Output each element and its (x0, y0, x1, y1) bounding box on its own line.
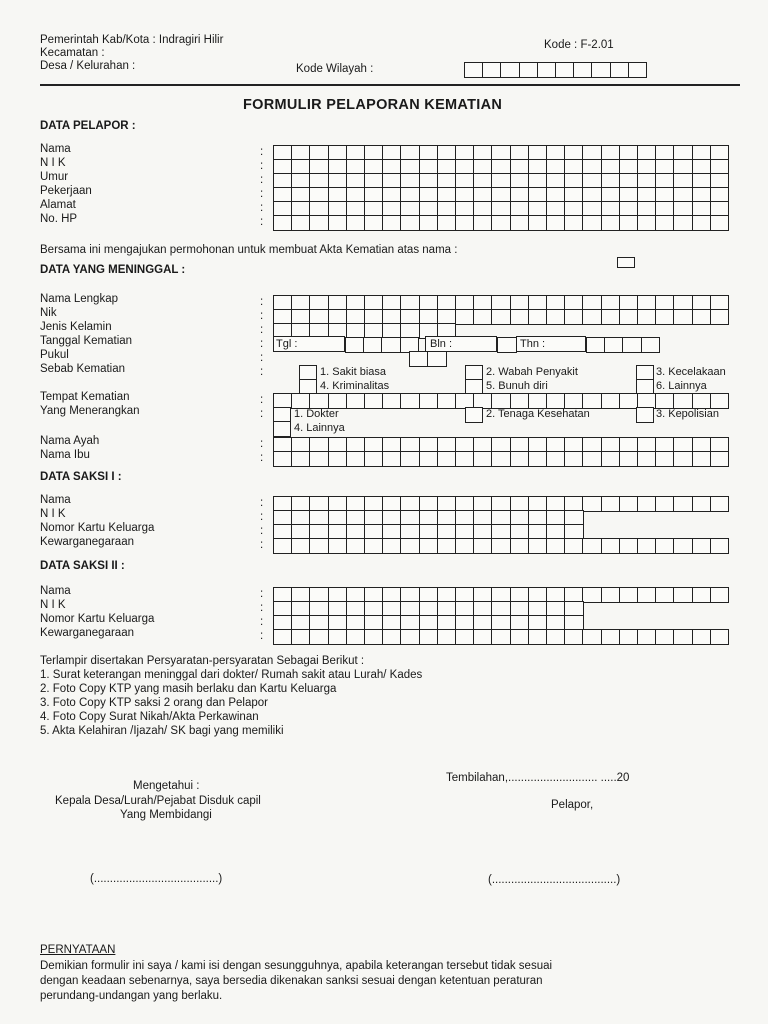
input-box-cell[interactable] (673, 538, 693, 554)
saksi1-field-label: Kewarganegaraan (40, 536, 134, 548)
meninggal-field-label: Yang Menerangkan (40, 405, 140, 417)
input-box-cell[interactable] (364, 629, 384, 645)
input-box-cell[interactable] (309, 451, 329, 467)
colon-separator: : (260, 588, 264, 600)
input-box-cell[interactable] (601, 496, 621, 512)
colon-separator: : (260, 616, 264, 628)
input-box-cell[interactable] (601, 215, 621, 231)
input-box-cell[interactable] (673, 215, 693, 231)
input-box-cell[interactable] (573, 62, 593, 78)
input-box-cell[interactable] (692, 215, 712, 231)
input-box-cell[interactable] (437, 538, 457, 554)
input-box-cell[interactable] (291, 451, 311, 467)
input-box-cell[interactable] (510, 451, 530, 467)
input-box-cell[interactable] (537, 62, 557, 78)
colon-separator: : (260, 296, 264, 308)
input-box-cell[interactable] (364, 215, 384, 231)
input-box-cell[interactable] (419, 451, 439, 467)
pelapor-field-label: Pekerjaan (40, 185, 92, 197)
input-box-cell[interactable] (427, 351, 447, 367)
input-box-cell[interactable] (291, 538, 311, 554)
input-box-cell[interactable] (491, 451, 511, 467)
input-box-cell[interactable] (473, 629, 493, 645)
pelapor-field-label: Alamat (40, 199, 76, 211)
input-box-cell[interactable] (637, 451, 657, 467)
input-box-cell[interactable] (273, 538, 293, 554)
saksi2-field-label: Nama (40, 585, 71, 597)
input-box-cell[interactable] (655, 451, 675, 467)
input-box-cell[interactable] (582, 451, 602, 467)
input-box-cell[interactable] (619, 451, 639, 467)
input-box-cell[interactable] (309, 538, 329, 554)
colon-separator: : (260, 188, 264, 200)
input-box-cell[interactable] (619, 538, 639, 554)
lampiran-intro: Terlampir disertakan Persyaratan-persyaratan Sebagai Berikut : (40, 655, 365, 667)
option-label: 5. Bunuh diri (486, 380, 548, 392)
option-label: Tgl : (276, 338, 298, 350)
bln-digit-boxes[interactable] (497, 337, 515, 353)
input-box-cell[interactable] (655, 496, 675, 512)
colon-separator: : (260, 539, 264, 551)
input-box-cell[interactable] (497, 337, 517, 353)
input-box-cell[interactable] (273, 451, 293, 467)
input-box-cell[interactable] (328, 451, 348, 467)
input-box-cell[interactable] (637, 496, 657, 512)
input-box-cell[interactable] (546, 538, 566, 554)
input-box-cell[interactable] (328, 629, 348, 645)
kecamatan-label: Kecamatan : (40, 47, 105, 59)
pelapor-input-boxes[interactable] (273, 215, 728, 231)
input-box-cell[interactable] (710, 496, 730, 512)
input-box-cell[interactable] (692, 629, 712, 645)
input-box-cell[interactable] (582, 496, 602, 512)
input-box-cell[interactable] (455, 538, 475, 554)
request-box[interactable] (617, 257, 635, 268)
input-box-cell[interactable] (604, 337, 624, 353)
input-box-cell[interactable] (655, 215, 675, 231)
input-box-cell[interactable] (382, 451, 402, 467)
input-box-cell[interactable] (601, 629, 621, 645)
input-box-cell[interactable] (464, 62, 484, 78)
input-box-cell[interactable] (710, 587, 730, 603)
input-box-cell[interactable] (491, 215, 511, 231)
input-box-cell[interactable] (619, 587, 639, 603)
input-box-cell[interactable] (473, 215, 493, 231)
option-label: 1. Dokter (294, 408, 339, 420)
input-box-cell[interactable] (419, 215, 439, 231)
thn-digit-boxes[interactable] (586, 337, 659, 353)
input-box-cell[interactable] (637, 538, 657, 554)
input-box-cell[interactable] (455, 451, 475, 467)
saksi1-field-label: Nomor Kartu Keluarga (40, 522, 155, 534)
input-box-cell[interactable] (601, 538, 621, 554)
membidangi-label: Yang Membidangi (120, 809, 212, 821)
pelapor-field-label: No. HP (40, 213, 78, 225)
input-box-cell[interactable] (619, 215, 639, 231)
lampiran-item: 2. Foto Copy KTP yang masih berlaku dan Kartu Keluarga (40, 683, 337, 695)
input-box-cell[interactable] (309, 629, 329, 645)
pukul-boxes[interactable] (409, 351, 445, 367)
meninggal-field-label: Nama Ayah (40, 435, 100, 447)
desa-label: Desa / Kelurahan : (40, 60, 136, 72)
lampiran-item: 5. Akta Kelahiran /Ijazah/ SK bagi yang memiliki (40, 725, 284, 737)
saksi2-field-label: Nomor Kartu Keluarga (40, 613, 155, 625)
input-box-cell[interactable] (328, 215, 348, 231)
input-box-cell[interactable] (491, 538, 511, 554)
meninggal-field-label: Pukul (40, 349, 69, 361)
input-box-cell[interactable] (510, 393, 530, 409)
request-text: Bersama ini mengajukan permohonan untuk membuat Akta Kematian atas nama : (40, 244, 458, 256)
saksi1-field-label: Nama (40, 494, 71, 506)
form-code: Kode : F-2.01 (544, 39, 614, 51)
lampiran-item: 1. Surat keterangan meninggal dari dokter/ Rumah sakit atau Lurah/ Kades (40, 669, 423, 681)
input-box-cell[interactable] (655, 587, 675, 603)
colon-separator: : (260, 511, 264, 523)
input-box-cell[interactable] (510, 538, 530, 554)
input-box-cell[interactable] (564, 538, 584, 554)
meninggal-field-label: Tanggal Kematian (40, 335, 133, 347)
place-date: Tembilahan,............................ .....20 (446, 772, 630, 784)
input-box-cell[interactable] (546, 309, 566, 325)
tgl-digit-boxes[interactable] (345, 337, 418, 353)
input-box-cell[interactable] (692, 587, 712, 603)
input-box-cell[interactable] (519, 62, 539, 78)
option-label: 3. Kepolisian (656, 408, 719, 420)
saksi1-field-label: N I K (40, 508, 66, 520)
input-box-cell[interactable] (601, 451, 621, 467)
colon-separator: : (260, 338, 264, 350)
input-box-cell[interactable] (710, 629, 730, 645)
menerangkan-checkbox[interactable] (636, 407, 654, 423)
option-label: 4. Kriminalitas (320, 380, 390, 392)
input-box-cell[interactable] (601, 393, 621, 409)
input-box-cell[interactable] (586, 337, 606, 353)
input-box-cell[interactable] (273, 215, 293, 231)
input-box-cell[interactable] (692, 538, 712, 554)
pelapor-field-label: Umur (40, 171, 69, 183)
input-box-cell[interactable] (610, 62, 630, 78)
input-box-cell[interactable] (510, 215, 530, 231)
input-box-cell[interactable] (655, 629, 675, 645)
input-box-cell[interactable] (455, 215, 475, 231)
header-divider (40, 84, 740, 86)
section-pelapor-heading: DATA PELAPOR : (40, 120, 136, 132)
input-box-cell[interactable] (382, 215, 402, 231)
input-box-cell[interactable] (528, 538, 548, 554)
input-box-cell[interactable] (528, 309, 548, 325)
colon-separator: : (260, 497, 264, 509)
input-box-cell[interactable] (400, 393, 420, 409)
input-box-cell[interactable] (364, 451, 384, 467)
input-box-cell[interactable] (346, 629, 366, 645)
kepala-desa-label: Kepala Desa/Lurah/Pejabat Disduk capil (55, 795, 261, 807)
input-box-cell[interactable] (655, 309, 675, 325)
input-box-cell[interactable] (309, 215, 329, 231)
input-box-cell[interactable] (601, 587, 621, 603)
input-box-cell[interactable] (491, 629, 511, 645)
input-box-cell[interactable] (673, 496, 693, 512)
input-box-cell[interactable] (564, 393, 584, 409)
input-box-cell[interactable] (437, 393, 457, 409)
input-box-cell[interactable] (673, 451, 693, 467)
input-box-cell[interactable] (546, 215, 566, 231)
option-label: 2. Tenaga Kesehatan (486, 408, 590, 420)
input-box-cell[interactable] (346, 215, 366, 231)
input-box-cell[interactable] (382, 629, 402, 645)
meninggal-field-label: Tempat Kematian (40, 391, 130, 403)
pelapor-sign-label: Pelapor, (551, 799, 594, 811)
input-box-cell[interactable] (419, 629, 439, 645)
pemerintah-label: Pemerintah Kab/Kota : Indragiri Hilir (40, 34, 224, 46)
input-box-cell[interactable] (564, 451, 584, 467)
input-box-cell[interactable] (637, 215, 657, 231)
input-box-cell[interactable] (564, 215, 584, 231)
meninggal-field-label: Nama Ibu (40, 449, 90, 461)
input-box-cell[interactable] (328, 538, 348, 554)
input-box-cell[interactable] (641, 337, 661, 353)
pernyataan-text: perundang-undangan yang berlaku. (40, 990, 223, 1002)
input-box-cell[interactable] (510, 629, 530, 645)
input-box-cell[interactable] (455, 629, 475, 645)
input-box-cell[interactable] (291, 629, 311, 645)
input-box-cell[interactable] (564, 629, 584, 645)
input-box-cell[interactable] (619, 496, 639, 512)
option-label: 3. Kecelakaan (656, 366, 726, 378)
input-box-cell[interactable] (582, 538, 602, 554)
input-box-cell[interactable] (546, 629, 566, 645)
input-box-cell[interactable] (364, 393, 384, 409)
pelapor-field-label: N I K (40, 157, 66, 169)
input-box-cell[interactable] (692, 309, 712, 325)
input-box-cell[interactable] (409, 351, 429, 367)
input-box-cell[interactable] (546, 451, 566, 467)
input-box-cell[interactable] (710, 309, 730, 325)
input-box-cell[interactable] (622, 337, 642, 353)
form-title: FORMULIR PELAPORAN KEMATIAN (243, 97, 503, 113)
input-box-cell[interactable] (381, 337, 401, 353)
input-box-cell[interactable] (309, 393, 329, 409)
input-box-cell[interactable] (291, 393, 311, 409)
colon-separator: : (260, 602, 264, 614)
colon-separator: : (260, 630, 264, 642)
meninggal-field-label: Nama Lengkap (40, 293, 118, 305)
saksi2-input-boxes[interactable] (273, 629, 728, 645)
option-label: 6. Lainnya (656, 380, 707, 392)
meninggal-field-label: Sebab Kematian (40, 363, 126, 375)
colon-separator: : (260, 366, 264, 378)
colon-separator: : (260, 394, 264, 406)
input-box-cell[interactable] (273, 629, 293, 645)
option-label: 2. Wabah Penyakit (486, 366, 578, 378)
lampiran-item: 3. Foto Copy KTP saksi 2 orang dan Pelapor (40, 697, 269, 709)
input-box-cell[interactable] (619, 309, 639, 325)
input-box-cell[interactable] (364, 538, 384, 554)
input-box-cell[interactable] (710, 215, 730, 231)
input-box-cell[interactable] (500, 62, 520, 78)
input-box-cell[interactable] (473, 309, 493, 325)
input-box-cell[interactable] (482, 62, 502, 78)
input-box-cell[interactable] (400, 538, 420, 554)
input-box-cell[interactable] (637, 309, 657, 325)
input-box-cell[interactable] (628, 62, 648, 78)
input-box-cell[interactable] (655, 538, 675, 554)
input-box-cell[interactable] (710, 393, 730, 409)
input-box-cell[interactable] (419, 393, 439, 409)
option-label: Bln : (430, 338, 453, 350)
input-box-cell[interactable] (673, 629, 693, 645)
lampiran-item: 4. Foto Copy Surat Nikah/Akta Perkawinan (40, 711, 259, 723)
section-saksi2-heading: DATA SAKSI II : (40, 560, 125, 572)
colon-separator: : (260, 452, 264, 464)
input-box-cell[interactable] (673, 587, 693, 603)
colon-separator: : (260, 310, 264, 322)
input-box-cell[interactable] (673, 309, 693, 325)
meninggal-field-label: Jenis Kelamin (40, 321, 112, 333)
input-box-cell[interactable] (491, 393, 511, 409)
input-box-cell[interactable] (564, 309, 584, 325)
section-saksi1-heading: DATA SAKSI I : (40, 471, 122, 483)
pernyataan-heading: PERNYATAAN (40, 944, 116, 956)
input-box-cell[interactable] (328, 393, 348, 409)
colon-separator: : (260, 146, 264, 158)
menerangkan-checkbox[interactable] (273, 421, 291, 437)
input-box-cell[interactable] (382, 538, 402, 554)
input-box-cell[interactable] (582, 309, 602, 325)
input-box-cell[interactable] (455, 309, 475, 325)
input-box-cell[interactable] (619, 629, 639, 645)
input-box-cell[interactable] (692, 451, 712, 467)
input-box-cell[interactable] (528, 393, 548, 409)
pelapor-field-label: Nama (40, 143, 71, 155)
input-box-cell[interactable] (710, 538, 730, 554)
input-box-cell[interactable] (582, 629, 602, 645)
input-box-cell[interactable] (437, 215, 457, 231)
input-box-cell[interactable] (673, 393, 693, 409)
colon-separator: : (260, 174, 264, 186)
mengetahui-label: Mengetahui : (133, 780, 200, 792)
section-meninggal-heading: DATA YANG MENINGGAL : (40, 264, 186, 276)
input-box-cell[interactable] (291, 215, 311, 231)
input-box-cell[interactable] (555, 62, 575, 78)
option-label: 1. Sakit biasa (320, 366, 387, 378)
input-box-cell[interactable] (437, 451, 457, 467)
meninggal-field-label: Nik (40, 307, 57, 319)
input-box-cell[interactable] (491, 309, 511, 325)
input-box-cell[interactable] (591, 62, 611, 78)
input-box-cell[interactable] (637, 587, 657, 603)
tempat-kematian-boxes[interactable] (273, 393, 728, 409)
input-box-cell[interactable] (363, 337, 383, 353)
input-box-cell[interactable] (400, 215, 420, 231)
input-box-cell[interactable] (692, 496, 712, 512)
menerangkan-checkbox[interactable] (465, 407, 483, 423)
option-label: 4. Lainnya (294, 422, 345, 434)
saksi1-input-boxes[interactable] (273, 538, 728, 554)
nama-ibu-boxes[interactable] (273, 451, 728, 467)
input-box-cell[interactable] (346, 393, 366, 409)
input-box-cell[interactable] (382, 393, 402, 409)
colon-separator: : (260, 202, 264, 214)
input-box-cell[interactable] (710, 451, 730, 467)
colon-separator: : (260, 324, 264, 336)
input-box-cell[interactable] (582, 587, 602, 603)
colon-separator: : (260, 525, 264, 537)
colon-separator: : (260, 438, 264, 450)
colon-separator: : (260, 408, 264, 420)
input-box-cell[interactable] (400, 629, 420, 645)
input-box-cell[interactable] (400, 451, 420, 467)
kode-wilayah-label: Kode Wilayah : (296, 63, 374, 75)
colon-separator: : (260, 160, 264, 172)
input-box-cell[interactable] (528, 215, 548, 231)
input-box-cell[interactable] (419, 538, 439, 554)
input-box-cell[interactable] (437, 629, 457, 645)
input-box-cell[interactable] (655, 393, 675, 409)
input-box-cell[interactable] (346, 451, 366, 467)
colon-separator: : (260, 216, 264, 228)
input-box-cell[interactable] (637, 629, 657, 645)
saksi2-field-label: Kewarganegaraan (40, 627, 134, 639)
pernyataan-text: dengan keadaan sebenarnya, saya bersedia dikenakan sanksi sesuai dengan ketentuan peraturan (40, 975, 543, 987)
saksi2-field-label: N I K (40, 599, 66, 611)
input-box-cell[interactable] (473, 538, 493, 554)
input-box-cell[interactable] (346, 538, 366, 554)
input-box-cell[interactable] (510, 309, 530, 325)
input-box-cell[interactable] (601, 309, 621, 325)
input-box-cell[interactable] (528, 451, 548, 467)
pernyataan-text: Demikian formulir ini saya / kami isi dengan sesungguhnya, apabila keterangan tersebut tidak sesuai (40, 960, 553, 972)
input-box-cell[interactable] (692, 393, 712, 409)
input-box-cell[interactable] (528, 629, 548, 645)
input-box-cell[interactable] (345, 337, 365, 353)
input-box-cell[interactable] (546, 393, 566, 409)
kode-wilayah-boxes[interactable] (464, 62, 646, 78)
left-signature-line[interactable]: (.......................................) (90, 873, 223, 885)
input-box-cell[interactable] (582, 215, 602, 231)
colon-separator: : (260, 352, 264, 364)
input-box-cell[interactable] (582, 393, 602, 409)
input-box-cell[interactable] (473, 451, 493, 467)
option-label: Thn : (520, 338, 546, 350)
right-signature-line[interactable]: (.......................................) (488, 874, 621, 886)
